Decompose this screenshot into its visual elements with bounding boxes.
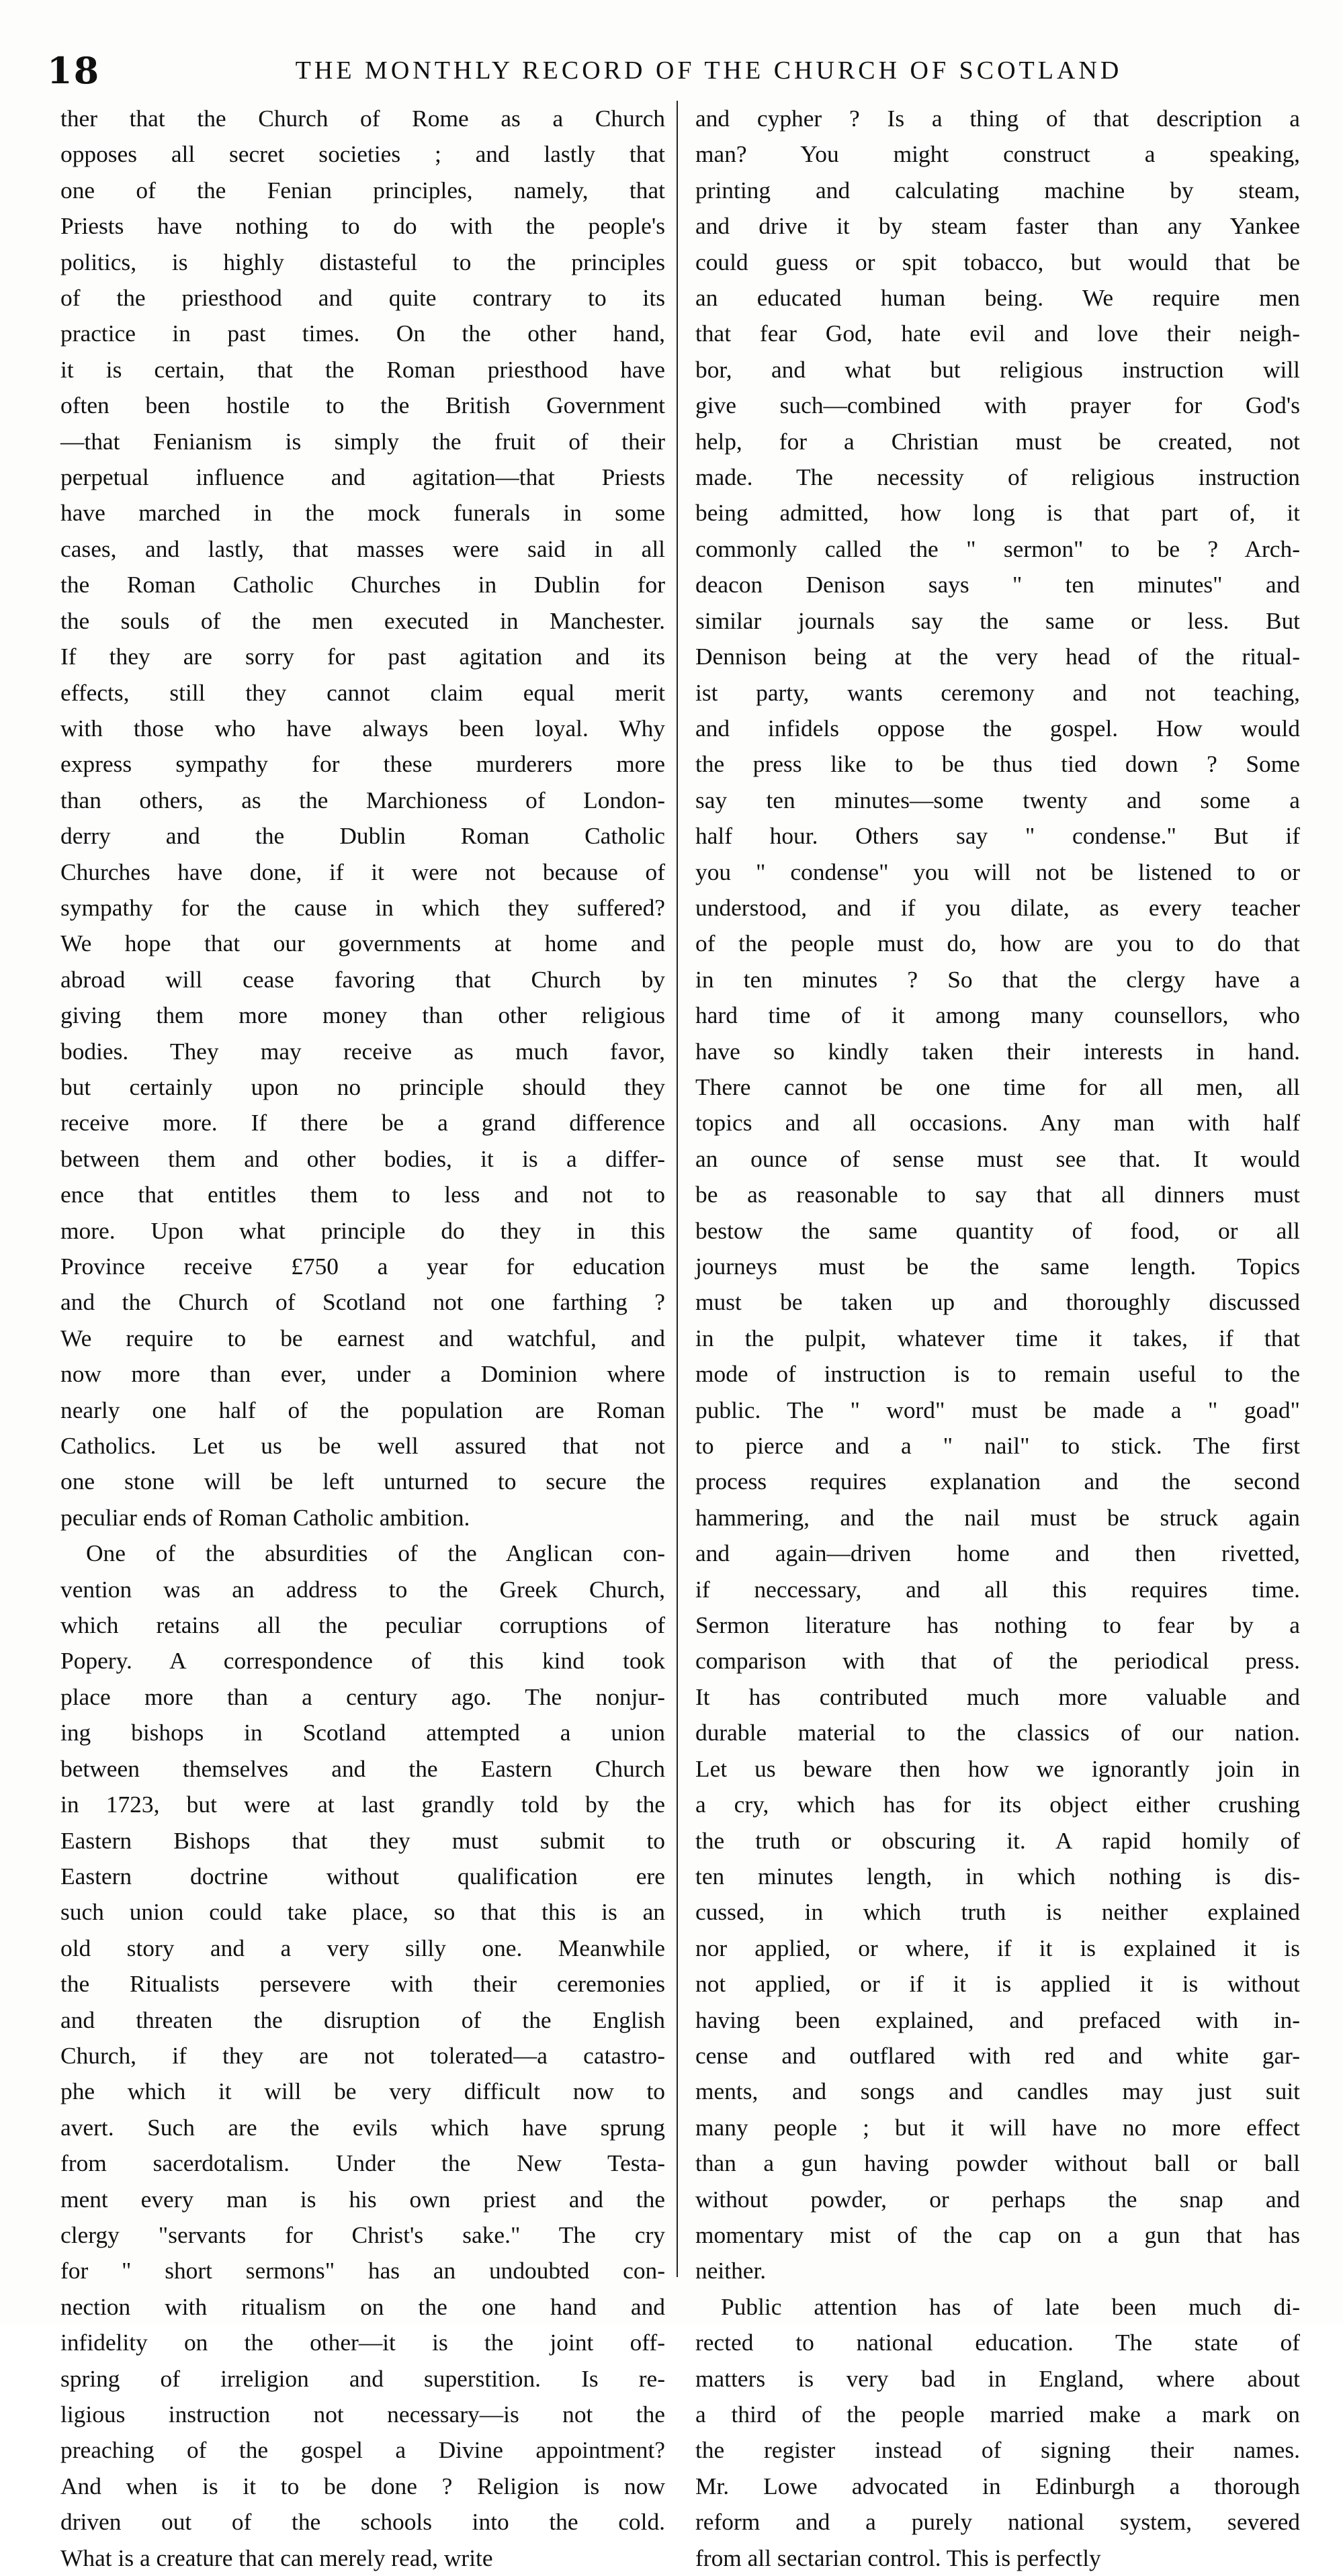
text-line: give such—combined with prayer for God's bbox=[695, 392, 1300, 419]
text-line: ence that entitles them to less and not to bbox=[60, 1181, 665, 1208]
text-line: driven out of the schools into the cold. bbox=[60, 2508, 665, 2536]
text-line: of the people must do, how are you to do that bbox=[695, 930, 1300, 957]
running-title: THE MONTHLY RECORD OF THE CHURCH OF SCOTLAND bbox=[295, 56, 1123, 85]
column-divider bbox=[677, 101, 678, 2277]
text-line: hard time of it among many counsellors, who bbox=[695, 1002, 1300, 1029]
text-line: you " condense" you will not be listened to or bbox=[695, 858, 1300, 885]
paragraph bbox=[60, 101, 665, 1536]
text-line: without powder, or perhaps the snap and bbox=[695, 2185, 1300, 2213]
text-line: and drive it by steam faster than any Yankee bbox=[695, 212, 1300, 240]
text-line: and again—driven home and then rivetted, bbox=[695, 1540, 1300, 1567]
text-line: receive more. If there be a grand difference bbox=[60, 1109, 665, 1137]
text-line: now more than ever, under a Dominion where bbox=[60, 1360, 665, 1388]
text-line: in 1723, but were at last grandly told by the bbox=[60, 1791, 665, 1818]
text-line: spring of irreligion and superstition. Is re- bbox=[60, 2364, 665, 2392]
text-line: opposes all secret societies ; and lastly that bbox=[60, 140, 665, 168]
text-line: more. Upon what principle do they in this bbox=[60, 1216, 665, 1244]
text-line: Catholics. Let us be well assured that not bbox=[60, 1432, 665, 1460]
text-line: but certainly upon no principle should they bbox=[60, 1073, 665, 1100]
text-line: phe which it will be very difficult now to bbox=[60, 2078, 665, 2105]
text-line: cases, and lastly, that masses were said in all bbox=[60, 535, 665, 562]
text-line: Eastern doctrine without qualification ere bbox=[60, 1862, 665, 1890]
text-line: from sacerdotalism. Under the New Testa- bbox=[60, 2149, 665, 2177]
text-line: —that Fenianism is simply the fruit of their bbox=[60, 427, 665, 455]
text-line: cussed, in which truth is neither explained bbox=[695, 1898, 1300, 1926]
text-line: an ounce of sense must see that. It would bbox=[695, 1145, 1300, 1172]
text-line: help, for a Christian must be created, not bbox=[695, 427, 1300, 455]
text-line: If they are sorry for past agitation and its bbox=[60, 643, 665, 670]
text-line: understood, and if you dilate, as every teacher bbox=[695, 893, 1300, 921]
text-line: one of the Fenian principles, namely, that bbox=[60, 176, 665, 204]
text-line: the press like to be thus tied down ? Some bbox=[695, 750, 1300, 778]
text-line: public. The " word" must be made a " goad" bbox=[695, 1396, 1300, 1423]
text-line: between them and other bodies, it is a differ- bbox=[60, 1145, 665, 1172]
text-line: one stone will be left unturned to secure the bbox=[60, 1468, 665, 1495]
text-line: old story and a very silly one. Meanwhile bbox=[60, 1934, 665, 1961]
text-line: We hope that our governments at home and bbox=[60, 930, 665, 957]
text-line: perpetual influence and agitation—that Priests bbox=[60, 463, 665, 491]
text-line: place more than a century ago. The nonjur- bbox=[60, 1683, 665, 1710]
text-line: giving them more money than other religious bbox=[60, 1002, 665, 1029]
text-line: a third of the people married make a mark on bbox=[695, 2401, 1300, 2428]
text-line: have so kindly taken their interests in hand. bbox=[695, 1037, 1300, 1065]
text-line: half hour. Others say " condense." But if bbox=[695, 822, 1300, 850]
text-line: ten minutes length, in which nothing is dis- bbox=[695, 1862, 1300, 1890]
article-columns bbox=[60, 101, 1303, 2571]
text-line: man? You might construct a speaking, bbox=[695, 140, 1300, 168]
text-line: which retains all the peculiar corruptions of bbox=[60, 1611, 665, 1639]
text-line: Public attention has of late been much di- bbox=[721, 2293, 1300, 2320]
text-line: vention was an address to the Greek Church, bbox=[60, 1575, 665, 1603]
text-line: of the priesthood and quite contrary to its bbox=[60, 284, 665, 312]
text-line: Church, if they are not tolerated—a catastro- bbox=[60, 2041, 665, 2069]
text-line: rected to national education. The state of bbox=[695, 2329, 1300, 2356]
text-line: that fear God, hate evil and love their neigh- bbox=[695, 320, 1300, 347]
text-line: practice in past times. On the other hand, bbox=[60, 320, 665, 347]
text-line: neither. bbox=[695, 2257, 767, 2284]
text-line: bor, and what but religious instruction will bbox=[695, 355, 1300, 383]
text-line: and infidels oppose the gospel. How would bbox=[695, 714, 1300, 742]
text-line: abroad will cease favoring that Church by bbox=[60, 965, 665, 993]
text-line: the souls of the men executed in Manchester. bbox=[60, 607, 665, 634]
page-header bbox=[47, 40, 1297, 101]
page-number: 18 bbox=[47, 49, 101, 92]
text-line: avert. Such are the evils which have sprung bbox=[60, 2113, 665, 2141]
text-line: in the pulpit, whatever time it takes, if that bbox=[695, 1324, 1300, 1351]
text-line: bodies. They may receive as much favor, bbox=[60, 1037, 665, 1065]
text-line: We require to be earnest and watchful, and bbox=[60, 1324, 665, 1351]
text-line: ist party, wants ceremony and not teaching, bbox=[695, 678, 1300, 706]
text-line: the truth or obscuring it. A rapid homily of bbox=[695, 1826, 1300, 1854]
text-line: with those who have always been loyal. Why bbox=[60, 714, 665, 742]
text-line: mode of instruction is to remain useful to the bbox=[695, 1360, 1300, 1388]
text-line: Eastern Bishops that they must submit to bbox=[60, 1826, 665, 1854]
text-line: process requires explanation and the second bbox=[695, 1468, 1300, 1495]
text-line: express sympathy for these murderers more bbox=[60, 750, 665, 778]
text-line: printing and calculating machine by steam, bbox=[695, 176, 1300, 204]
text-line: ments, and songs and candles may just suit bbox=[695, 2078, 1300, 2105]
text-line: a cry, which has for its object either crushing bbox=[695, 1791, 1300, 1818]
text-line: than a gun having powder without ball or ball bbox=[695, 2149, 1300, 2177]
text-line: many people ; but it will have no more effect bbox=[695, 2113, 1300, 2141]
text-line: be as reasonable to say that all dinners must bbox=[695, 1181, 1300, 1208]
text-line: And when is it to be done ? Religion is now bbox=[60, 2472, 665, 2499]
text-line: could guess or spit tobacco, but would that be bbox=[695, 248, 1300, 275]
text-line: the register instead of signing their names. bbox=[695, 2436, 1300, 2464]
text-line: between themselves and the Eastern Church bbox=[60, 1755, 665, 1782]
text-line: cense and outflared with red and white gar- bbox=[695, 2041, 1300, 2069]
paragraph bbox=[695, 101, 1300, 2289]
text-line: ther that the Church of Rome as a Church bbox=[60, 105, 665, 132]
text-line: Priests have nothing to do with the people's bbox=[60, 212, 665, 240]
text-line: similar journals say the same or less. But bbox=[695, 607, 1300, 634]
text-line: it is certain, that the Roman priesthood have bbox=[60, 355, 665, 383]
text-line: have marched in the mock funerals in some bbox=[60, 499, 665, 527]
text-line: and the Church of Scotland not one farthing ? bbox=[60, 1288, 665, 1316]
text-line: in ten minutes ? So that the clergy have a bbox=[695, 965, 1300, 993]
text-line: reform and a purely national system, severed bbox=[695, 2508, 1300, 2536]
text-line: derry and the Dublin Roman Catholic bbox=[60, 822, 665, 850]
text-line: often been hostile to the British Government bbox=[60, 392, 665, 419]
text-line: Popery. A correspondence of this kind took bbox=[60, 1647, 665, 1675]
text-line: commonly called the " sermon" to be ? Arch- bbox=[695, 535, 1300, 562]
text-line: such union could take place, so that this is an bbox=[60, 1898, 665, 1926]
text-line: durable material to the classics of our nation. bbox=[695, 1719, 1300, 1746]
text-line: not applied, or if it is applied it is without bbox=[695, 1970, 1300, 1998]
text-line: What is a creature that can merely read, write bbox=[60, 2544, 493, 2571]
text-line: having been explained, and prefaced with in- bbox=[695, 2006, 1300, 2033]
text-line: to pierce and a " nail" to stick. The first bbox=[695, 1432, 1300, 1460]
text-line: preaching of the gospel a Divine appointment? bbox=[60, 2436, 665, 2464]
text-line: ing bishops in Scotland attempted a union bbox=[60, 1719, 665, 1746]
text-line: sympathy for the cause in which they suffered? bbox=[60, 893, 665, 921]
text-line: nection with ritualism on the one hand and bbox=[60, 2293, 665, 2320]
text-line: nor applied, or where, if it is explained it is bbox=[695, 1934, 1300, 1961]
text-line: bestow the same quantity of food, or all bbox=[695, 1216, 1300, 1244]
text-line: politics, is highly distasteful to the principles bbox=[60, 248, 665, 275]
text-line: Churches have done, if it were not because of bbox=[60, 858, 665, 885]
text-line: momentary mist of the cap on a gun that has bbox=[695, 2221, 1300, 2248]
text-line: from all sectarian control. This is perfectly bbox=[695, 2544, 1101, 2571]
text-line: being admitted, how long is that part of, it bbox=[695, 499, 1300, 527]
text-line: Province receive £750 a year for education bbox=[60, 1253, 665, 1280]
text-line: hammering, and the nail must be struck again bbox=[695, 1503, 1300, 1531]
text-line: matters is very bad in England, where about bbox=[695, 2364, 1300, 2392]
text-line: deacon Denison says " ten minutes" and bbox=[695, 571, 1300, 598]
text-line: nearly one half of the population are Roman bbox=[60, 1396, 665, 1423]
text-line: and cypher ? Is a thing of that description a bbox=[695, 105, 1300, 132]
text-line: ligious instruction not necessary—is not the bbox=[60, 2401, 665, 2428]
text-line: ment every man is his own priest and the bbox=[60, 2185, 665, 2213]
text-line: for " short sermons" has an undoubted con- bbox=[60, 2257, 665, 2284]
text-line: It has contributed much more valuable and bbox=[695, 1683, 1300, 1710]
text-line: made. The necessity of religious instruction bbox=[695, 463, 1300, 491]
text-line: infidelity on the other—it is the joint off- bbox=[60, 2329, 665, 2356]
text-line: the Ritualists persevere with their ceremonies bbox=[60, 1970, 665, 1998]
text-line: There cannot be one time for all men, all bbox=[695, 1073, 1300, 1100]
text-line: topics and all occasions. Any man with half bbox=[695, 1109, 1300, 1137]
text-line: and threaten the disruption of the English bbox=[60, 2006, 665, 2033]
text-line: say ten minutes—some twenty and some a bbox=[695, 786, 1300, 813]
text-line: journeys must be the same length. Topics bbox=[695, 1253, 1300, 1280]
text-line: if neccessary, and all this requires time. bbox=[695, 1575, 1300, 1603]
text-line: Mr. Lowe advocated in Edinburgh a thorough bbox=[695, 2472, 1300, 2499]
text-line: must be taken up and thoroughly discussed bbox=[695, 1288, 1300, 1316]
right-column bbox=[695, 101, 1300, 2571]
left-column bbox=[60, 101, 665, 2571]
text-line: than others, as the Marchioness of London- bbox=[60, 786, 665, 813]
text-line: clergy "servants for Christ's sake." The cry bbox=[60, 2221, 665, 2248]
text-line: the Roman Catholic Churches in Dublin for bbox=[60, 571, 665, 598]
paragraph bbox=[695, 2289, 1300, 2576]
text-line: an educated human being. We require men bbox=[695, 284, 1300, 312]
text-line: comparison with that of the periodical press. bbox=[695, 1647, 1300, 1675]
text-line: peculiar ends of Roman Catholic ambition. bbox=[60, 1503, 470, 1531]
text-line: Let us beware then how we ignorantly join in bbox=[695, 1755, 1300, 1782]
text-line: effects, still they cannot claim equal merit bbox=[60, 678, 665, 706]
text-line: Sermon literature has nothing to fear by a bbox=[695, 1611, 1300, 1639]
paragraph bbox=[60, 1536, 665, 2576]
text-line: Dennison being at the very head of the ritual- bbox=[695, 643, 1300, 670]
text-line: One of the absurdities of the Anglican con- bbox=[86, 1540, 665, 1567]
